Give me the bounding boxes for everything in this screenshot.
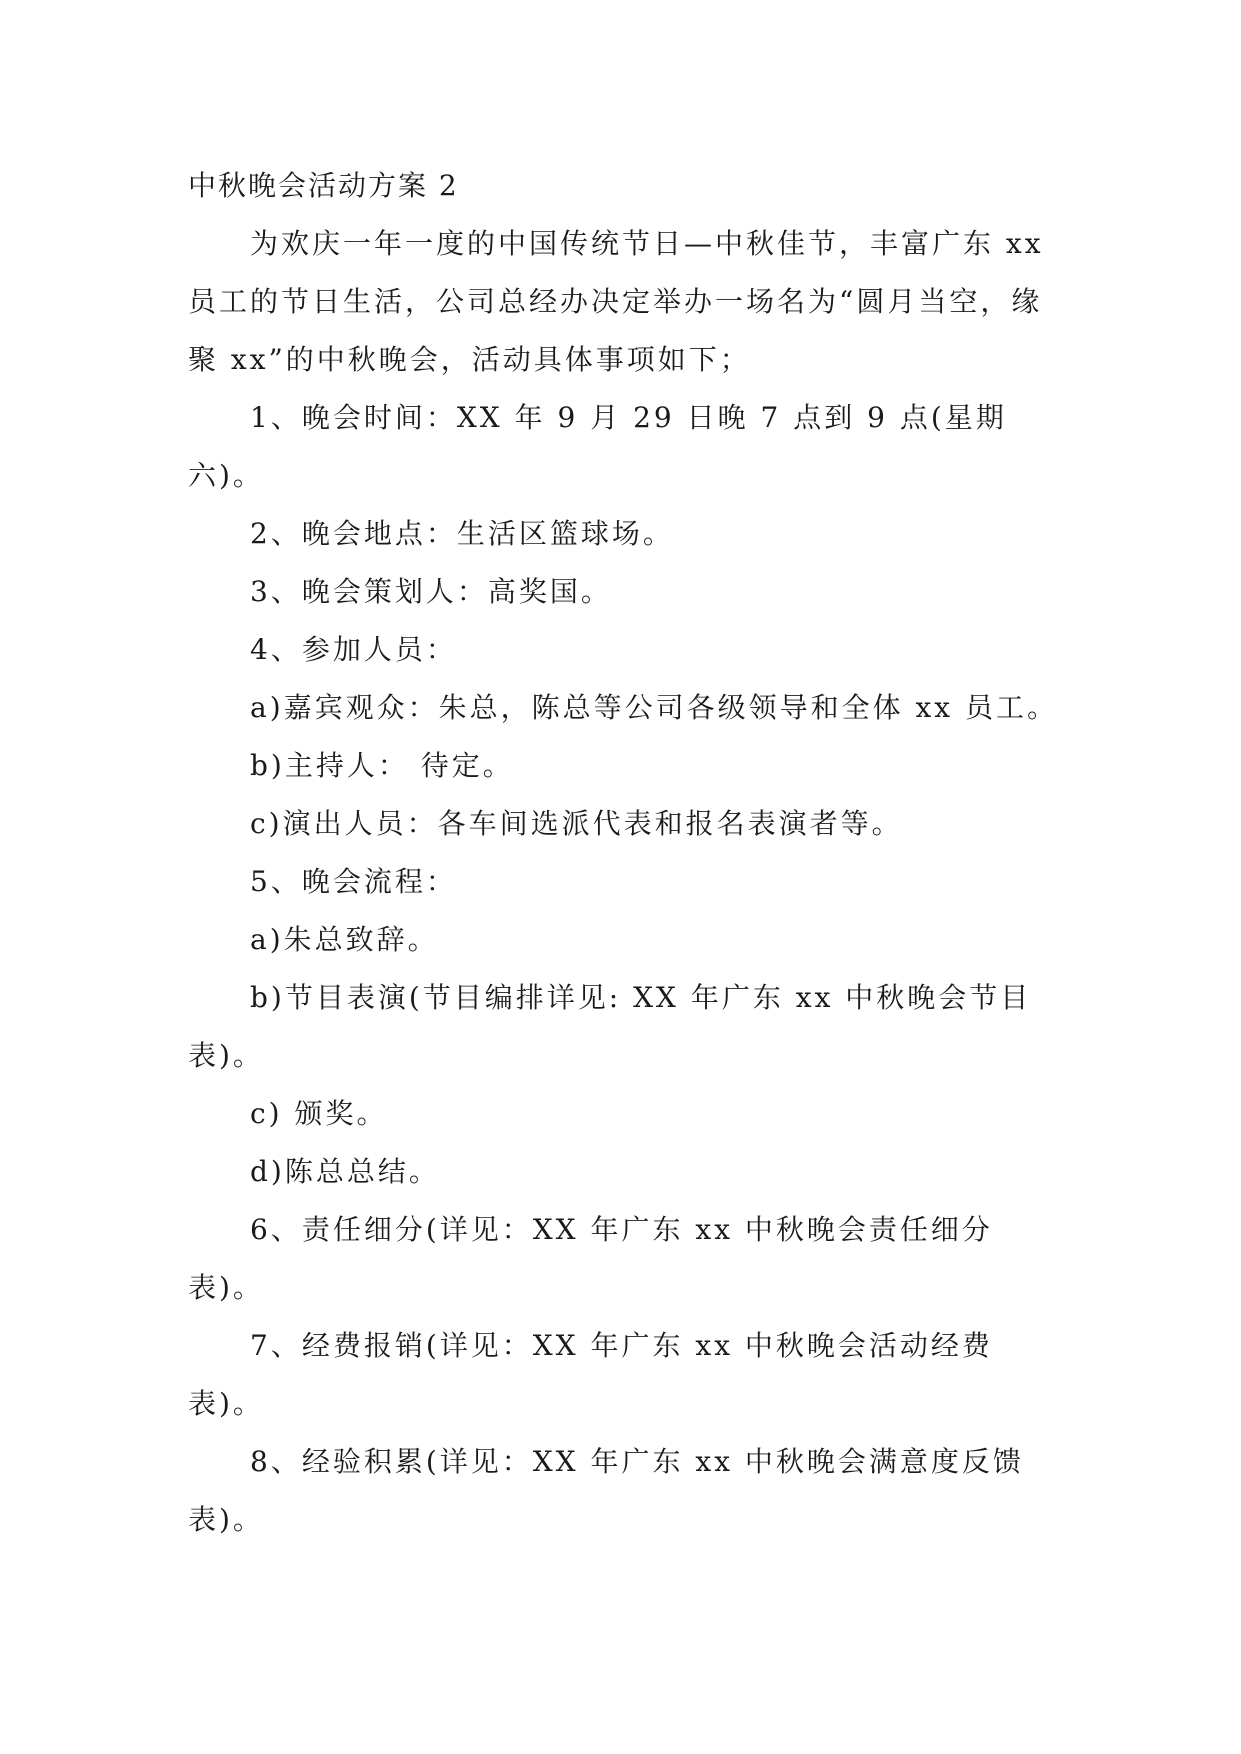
item-responsibility: 6、责任细分(详见：XX 年广东 xx 中秋晚会责任细分表)。 [188,1213,993,1304]
intro-paragraph: 为欢庆一年一度的中国传统节日—中秋佳节，丰富广东 xx 员工的节日生活，公司总经办决定举办一场名为“圆月当空，缘聚 xx”的中秋晚会，活动具体事项如下； [188,227,1044,376]
sub-item-performance: b)节目表演(节目编排详见: XX 年广东 xx 中秋晚会节目表)。 [188,981,1032,1072]
item-experience: 8、经验积累(详见：XX 年广东 xx 中秋晚会满意度反馈表)。 [188,1445,1024,1536]
sub-item-summary: d)陈总总结。 [250,1155,440,1188]
sub-item-guests: a)嘉宾观众：朱总，陈总等公司各级领导和全体 xx 员工。 [250,691,1059,724]
item-location: 2、晚会地点：生活区篮球场。 [250,517,674,550]
item-time: 1、晚会时间：XX 年 9 月 29 日晚 7 点到 9 点(星期六)。 [188,401,1007,492]
sub-item-speech: a)朱总致辞。 [250,923,439,956]
sub-item-performers: c)演出人员：各车间选派代表和报名表演者等。 [250,807,903,840]
document-title: 中秋晚会活动方案 2 [188,169,459,202]
sub-item-awards: c) 颁奖。 [250,1097,388,1130]
item-process: 5、晚会流程： [250,865,457,898]
sub-item-host: b)主持人： 待定。 [250,749,514,782]
item-planner: 3、晚会策划人：高奖国。 [250,575,612,608]
document-body [188,157,1068,1549]
item-participants: 4、参加人员： [250,633,457,666]
item-expenses: 7、经费报销(详见：XX 年广东 xx 中秋晚会活动经费表)。 [188,1329,993,1420]
